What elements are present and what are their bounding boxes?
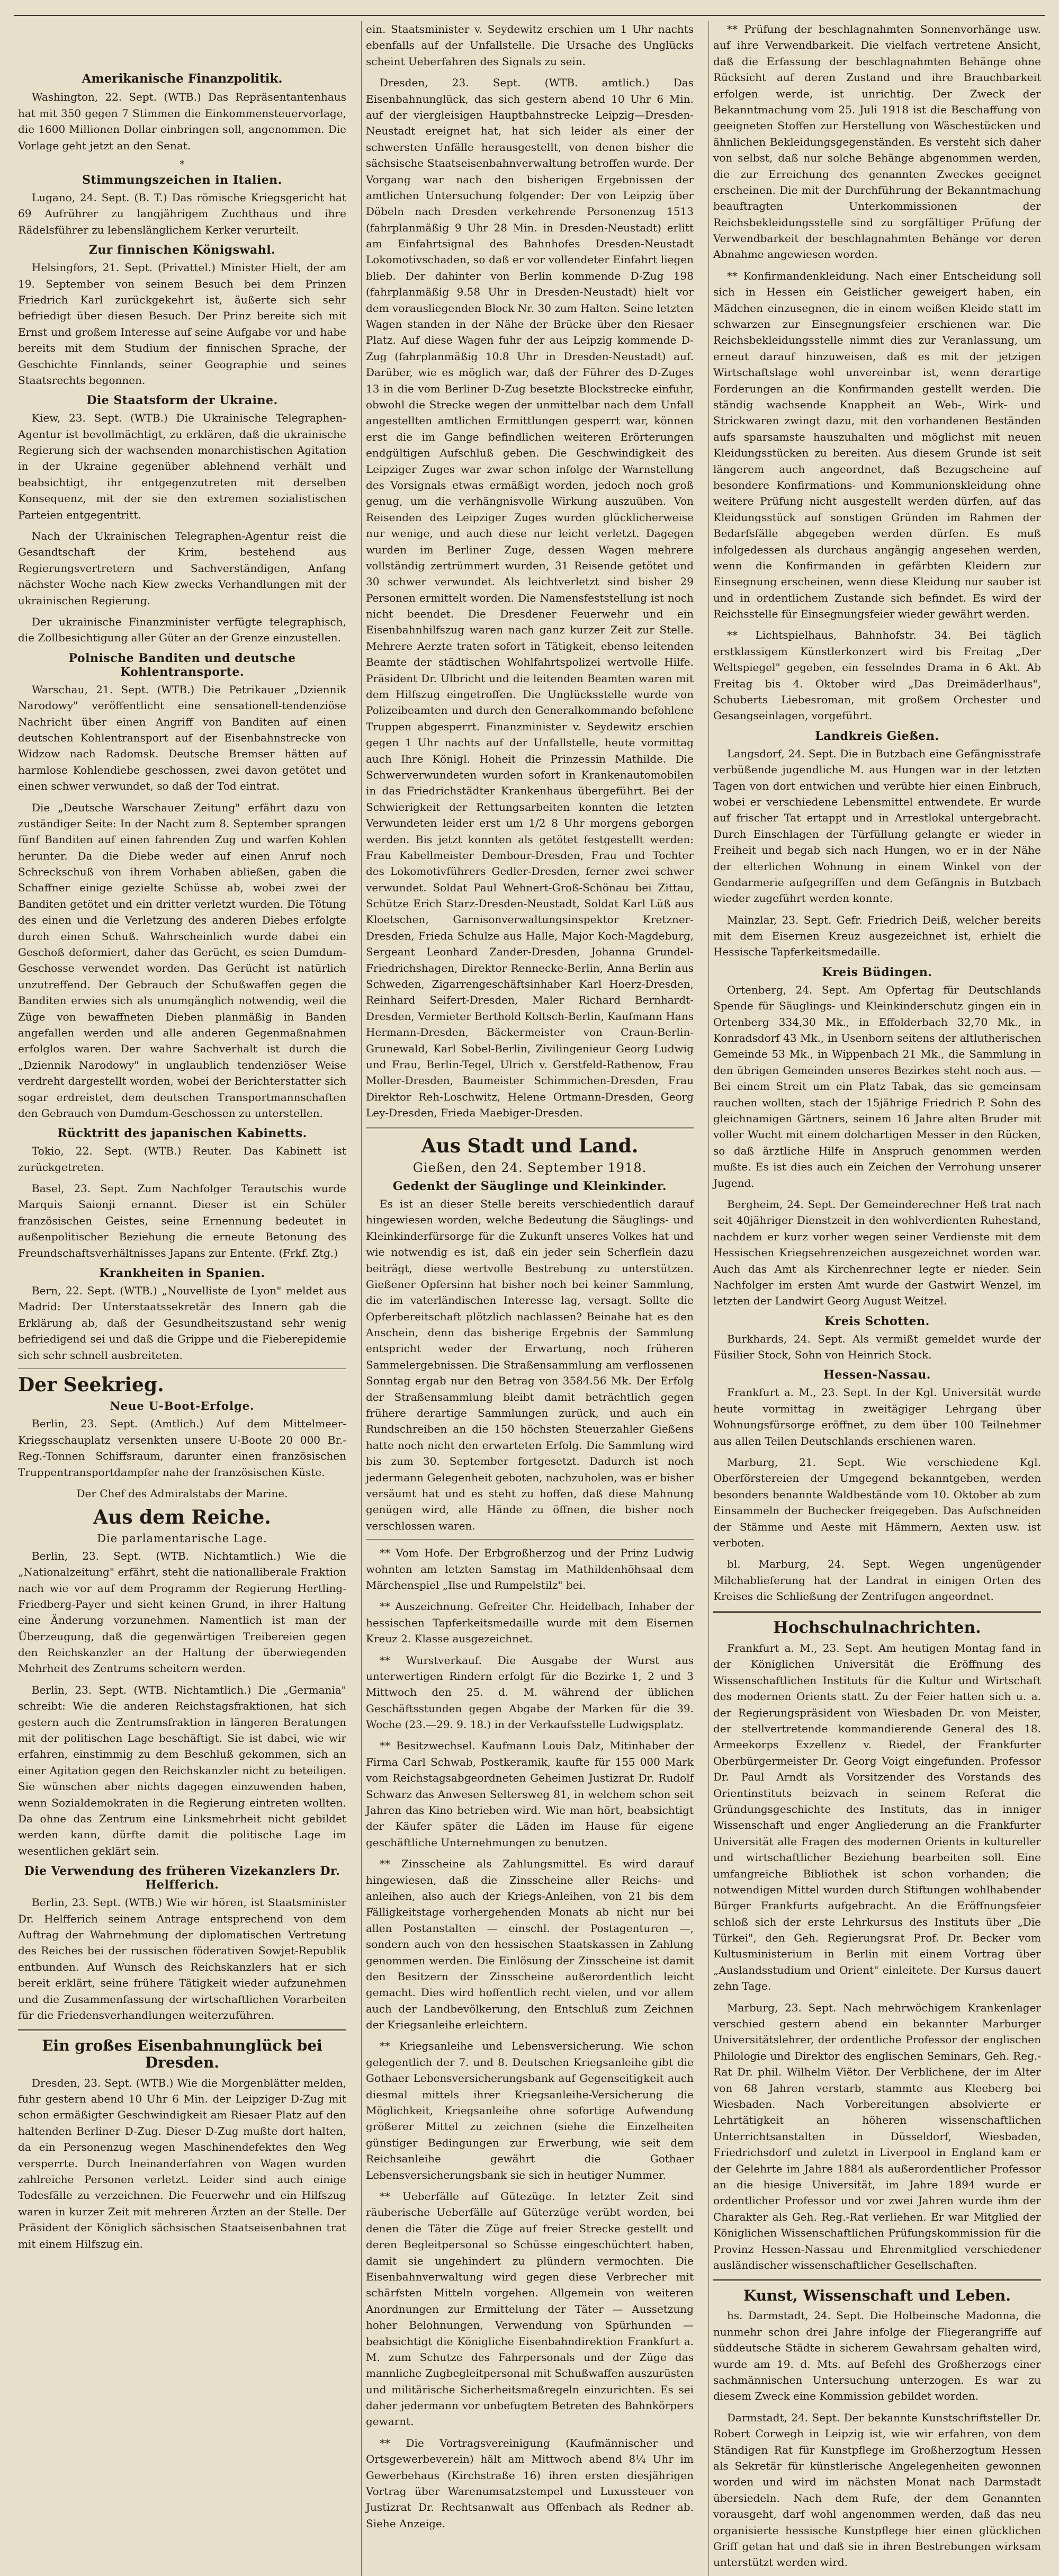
article-text: Ortenberg, 24. Sept. Am Opfertag für Deutschlands Spende für Säuglings- und Kleinkinderschutz gingen ein in Ortenberg 334,30 Mk., in Effolderbach 32,70 Mk., in Konradsdorf 43 Mk., in Usenborn seitens der altlutherischen Gemeinde 53 Mk., in Wippenbach 21 Mk., die Sammlung in den übrigen Gemeinden unseres Bezirkes steht noch aus. — Bei einem Streit um ein Platz Tabak, das sie gemeinsam rauchen wollten, stach der 15jährige Friedrich P. Sohn des gleichnamigen Gärtners, seinem 16 Jahre alten Bruder mit voller Wucht mit einem dolchartigen Messer in den Rücken, so daß ärztliche Hilfe in Anspruch genommen werden mußte. Es ist dies auch ein Zeichen der Verrohung unserer Jugend. xyxy=(713,983,1041,1189)
dateline: Gießen, den 24. September 1918. xyxy=(412,1160,647,1175)
article-text: Berlin, 23. Sept. (WTB. Nichtamtlich.) Wie die „Nationalzeitung" erfährt, steht die nationalliberale Fraktion nach wie vor auf dem Programm der Regierung Hertling-Friedberg-Payer und sieht keinen Grund, in ihrer Haltung eine Änderung vorzunehmen. Namentlich ist man der Überzeugung, daß die gegenwärtigen Treibereien gegen den Reichskanzler an der Haltung der überwiegenden Mehrheit des Zentrums scheitern werden. xyxy=(18,1549,346,1675)
news-note: ** Lichtspielhaus, Bahnhofstr. 34. Bei täglich erstklassigem Künstlerkonzert wird bis Freitag „Der Weltspiegel" gegeben, ein fesselndes Drama in 6 Akt. Ab Freitag bis 4. Oktober wird „Das Dreimäderlhaus", Schuberts Liebesroman, mit großem Orchester und Gesangseinlagen, vorgeführt. xyxy=(713,629,1041,722)
article-text: Frankfurt a. M., 23. Sept. Am heutigen Montag fand in der Königlichen Universität die Eröffnung des Wissenschaftlichen Instituts für die Kultur und Wirtschaft des modernen Orients statt. Zu der Feier hatten sich u. a. der Regierungspräsident von Wiesbaden Dr. von Meister, der stellvertretende kommandierende General des 18. Armeekorps Exzellenz v. Riedel, der Frankfurter Oberbürgermeister Dr. Georg Voigt eingefunden. Professor Dr. Paul Arndt als Vorsitzender des Vorstands des Orientinstituts beizvach in seinem Referat die Gründungsgeschichte des Instituts, das in inniger Wissenschaft und enger Angliederung an die Frankfurter Universität alle Fragen des modernen Orients in kultureller und wirtschaftlicher Beziehung bearbeiten soll. Eine umfangreiche Bibliothek ist schon vorhanden; die notwendigen Mittel wurden durch Stiftungen wohlhabender Bürger Frankfurts aufgebracht. An die Eröffnungsfeier schloß sich der erste Lehrkursus des Instituts über „Die Türkei", den Geh. Regierungsrat Prof. Dr. Becker vom Kultusministerium in Berlin mit einem Vortrag über „Auslandsstudium und Orient" einleitete. Der Kursus dauert zehn Tage. xyxy=(713,1642,1041,1993)
article-text: Lugano, 24. Sept. (B. T.) Das römische Kriegsgericht hat 69 Aufrührer zu langjährigem Zuchthaus und ihre Rädelsführer zu lebenslänglichem Kerker verurteilt. xyxy=(18,191,346,236)
article-title: Die Staatsform der Ukraine. xyxy=(86,393,278,408)
column-3 xyxy=(708,21,1045,2576)
columns xyxy=(14,21,1045,2569)
article-signature: Der Chef des Admiralstabs der Marine. xyxy=(76,1487,288,1500)
article-title: Krankheiten in Spanien. xyxy=(99,1266,265,1281)
article-text: Bergheim, 24. Sept. Der Gemeinderechner Heß trat nach seit 40jähriger Dienstzeit in den wohlverdienten Ruhestand, nachdem er kurz vorher wegen seiner Verdienste mit dem Hessischen Kriegsehrenzeichen ausgezeichnet worden war. Auch das Amt als Kirchenrechner legte er nieder. Sein Nachfolger im ersten Amt wurde der Gastwirt Wenzel, im letzten der Landwirt Georg August Weitzel. xyxy=(713,1197,1041,1308)
news-note: ** Die Vortragsvereinigung (Kaufmännischer und Ortsgewerbeverein) hält am Mittwoch abend 8¼ Uhr im Gewerbehaus (Kirchstraße 16) ihren ersten diesjährigen Vortrag über Warenumsatzstempel und Luxussteuer von Justizrat Dr. Rechtsanwalt aus Offenbach als Redner ab. Siehe Anzeige. xyxy=(366,2436,694,2530)
article-text: Kiew, 23. Sept. (WTB.) Die Ukrainische Telegraphen-Agentur ist bevollmächtigt, zu erklären, daß die ukrainische Regierung sich der wachsenden monarchistischen Agitation in der Ukraine gegenüber ablehnend verhält und beabsichtigt, ihr entgegenzutreten mit derselben Konsequenz, mit der sie den extremen sozialistischen Parteien entgegentritt. xyxy=(18,412,346,521)
article-text: Nach der Ukrainischen Telegraphen-Agentur reist die Gesandtschaft der Krim, bestehend aus Regierungsvertretern und Sachverständigen, Anfang nächster Woche nach Kiew zwecks Verhandlungen mit der ukrainischen Regierung. xyxy=(18,530,346,607)
article-text: bl. Marburg, 24. Sept. Wegen ungenügender Milchablieferung hat der Landrat in einigen Orten des Kreises die Schließung der Zentrifugen angeordnet. xyxy=(713,1558,1041,1603)
section-title-kunst: Kunst, Wissenschaft und Leben. xyxy=(743,2287,1011,2305)
news-note: ** Konfirmandenkleidung. Nach einer Entscheidung soll sich in Hessen ein Geistlicher geweigert haben, ein Mädchen einzusegnen, die in einem weißen Kleide statt im schwarzen zur Einsegnungsfeier erschienen war. Die Reichsbekleidungsstelle nimmt dies zur Veranlassung, um erneut darauf hinzuweisen, daß es mit der jetzigen Wirtschaftslage wohl unvereinbar ist, wenn derartige Forderungen an die Konfirmanden gestellt werden. Die ständig wachsende Knappheit an Web-, Wirk- und Strickwaren zwingt dazu, mit den vorhandenen Beständen aufs sparsamste hauszuhalten und möglichst mit neuen Kleidungsstücken zu bereiten. Aus diesem Grunde ist seit längerem auch angeordnet, daß Bezugscheine auf besondere Konfirmations- und Kommunionskleidung ohne weitere Prüfung nicht ausgestellt werden dürfen, auf das Kleidungsstück auf sonstigen Gründen im Rahmen der Bedarfsfälle abgegeben werden dürfen. Es muß infolgedessen als durchaus angängig angesehen werden, wenn die Konfirmanden in gefärbten Kleidern zur Einsegnung erscheinen, wenn diese Kleidung nur sauber ist und in ordentlichem Zustande sich befindet. Es wird der Reichsstelle für Einsegnungsfeier wieder gewährt werden. xyxy=(713,269,1041,621)
article-title: Polnische Banditen und deutsche Kohlentransporte. xyxy=(68,651,296,679)
news-note: ** Prüfung der beschlagnahmten Sonnenvorhänge usw. auf ihre Verwendbarkeit. Die vielfach vertretene Ansicht, daß die Erfassung der beschlagnahmten Behänge ohne Rücksicht auf deren Zustand und ihre Brauchbarkeit erfolgen werde, ist unrichtig. Der Zweck der Bekanntmachung vom 25. Juli 1918 ist die Beschaffung von geeigneten Stoffen zur Herstellung von Wäschestücken und ähnlichen Bekleidungsgegenständen. Es versteht sich daher von selbst, daß nur solche Behänge abgenommen werden, die zur Erreichung des genannten Zweckes geeignet erscheinen. Die mit der Durchführung der Bekanntmachung beauftragten Unterkommissionen der Reichsbekleidungsstelle sind zu sorgfältiger Prüfung der Verwendbarkeit der beschlagnahmten Behänge vor deren Abnahme angewiesen worden. xyxy=(713,23,1041,261)
article-text: Tokio, 22. Sept. (WTB.) Reuter. Das Kabinett ist zurückgetreten. xyxy=(18,1144,346,1174)
article-title: Zur finnischen Königswahl. xyxy=(88,243,276,257)
article-text: Burkhards, 24. Sept. Als vermißt gemeldet wurde der Füsilier Stock, Sohn von Heinrich Stock. xyxy=(713,1332,1041,1362)
article-text: Berlin, 23. Sept. (Amtlich.) Auf dem Mittelmeer-Kriegsschauplatz versenkten unsere U-Boote 20 000 Br.-Reg.-Tonnen Schiffsraum, darunter einen französischen Truppentransportdampfer nahe der französischen Küste. xyxy=(18,1417,346,1479)
section-subtitle: Neue U-Boot-Erfolge. xyxy=(110,1399,255,1413)
article-text: Bern, 22. Sept. (WTB.) „Nouvelliste de Lyon" meldet aus Madrid: Der Unterstaatssekretär des Innern gab die Erklärung ab, daß der Gesundheitszustand sehr wenig befriedigend sei und daß die Grippe und die Fieberepidemie sich sehr schnell ausbreiteten. xyxy=(18,1284,346,1362)
divider xyxy=(713,1611,1041,1613)
article-text: Es ist an dieser Stelle bereits verschiedentlich darauf hingewiesen worden, welche Bedeutung die Säuglings- und Kleinkinderfürsorge für die Zukunft unseres Volkes hat und wie notwendig es ist, daß ein jeder sein Scherflein dazu beiträgt, diese wertvolle Bestrebung zu unterstützen. Gießener Opfersinn hat bisher noch bei keiner Sammlung, die im vaterländischen Interesse lag, versagt. Sollte die Opferbereitschaft plötzlich nachlassen? Beinahe hat es den Anschein, denn das bisherige Ergebnis der Sammlung entspricht weder der Erwartung, noch früheren Sammelergebnissen. Die Straßensammlung am verflossenen Sonntag ergab nur den Betrag von 3584.56 Mk. Der Erfolg der Straßensammlung bleibt damit beträchtlich gegen frühere derartige Sammlungen zurück, und auch ein Rundschreiben an die 150 höchsten Steuerzahler Gießens hatte noch nicht den erwarteten Erfolg. Die Sammlung wird bis zum 30. September fortgesetzt. Dadurch ist noch jedermann Gelegenheit geboten, nachzuholen, was er bisher versäumt hat und es steht zu hoffen, daß diese Mahnung genügen wird, alle Hände zu öffnen, die bisher noch verschlossen waren. xyxy=(366,1197,694,1532)
article-text: hs. Darmstadt, 24. Sept. Die Holbeinsche Madonna, die nunmehr schon drei Jahre infolge der Fliegerangriffe auf süddeutsche Städte in sicherem Gewahrsam gehalten wird, wurde am 19. d. Mts. auf Befehl des Großherzogs einer sachmännischen Untersuchung unterzogen. Es war zu diesem Zweck eine Kommission gebildet worden. xyxy=(713,2309,1041,2403)
article-text: Washington, 22. Sept. (WTB.) Das Repräsentantenhaus hat mit 350 gegen 7 Stimmen die Einkommensteuervorlage, die 1600 Millionen Dollar einbringen soll, angenommen. Die Vorlage geht jetzt an den Senat. xyxy=(18,91,346,152)
divider xyxy=(366,1539,694,1540)
article-text: Der ukrainische Finanzminister verfügte telegraphisch, die Zollbesichtigung aller Güter an der Grenze einzustellen. xyxy=(18,615,346,645)
article-text: Warschau, 21. Sept. (WTB.) Die Petrikauer „Dziennik Narodowy" veröffentlicht eine sensationell-tendenziöse Nachricht über einen Angriff von Banditen auf einen deutschen Kohlentransport auf der Eisenbahnstrecke von Widzow nach Radomsk. Deutsche Bremser hätten auf harmlose Kohlendiebe geschossen, zwei davon getötet und einen schwer verwundet, so daß der Tod eintrat. xyxy=(18,683,346,793)
region-title: Kreis Schotten. xyxy=(824,1314,930,1328)
article-text: ein. Staatsminister v. Seydewitz erschien um 1 Uhr nachts ebenfalls auf der Unfallstelle. Die Ursache des Unglücks scheint Ueberfahren des Signals zu sein. xyxy=(366,23,694,68)
section-title-stadt: Aus Stadt und Land. xyxy=(421,1134,639,1157)
news-note: ** Wurstverkauf. Die Ausgabe der Wurst aus unterwertigen Rindern erfolgt für die Bezirke 1, 2 und 3 Mittwoch den 25. d. M. während der üblichen Geschäftsstunden gegen Abgabe der Marken für die 39. Woche (23.—29. 9. 18.) in der Verkaufsstelle Ludwigsplatz. xyxy=(366,1653,694,1731)
region-title: Hessen-Nassau. xyxy=(823,1368,931,1382)
article-text: Berlin, 23. Sept. (WTB. Nichtamtlich.) Die „Germania" schreibt: Wie die anderen Reichstagsfraktionen, hat sich gestern auch die Zentrumsfraktion in längeren Beratungen mit der politischen Lage beschäftigt. Sie ist dabei, wie wir erfahren, einstimmig zu dem Beschluß gekommen, sich an einer Agitation gegen den Reichskanzler nicht zu beteiligen. Sie wünschen aber nichts dagegen einzuwenden haben, wenn Sozialdemokraten in die Regierung eintreten wollten. Da ohne das Zentrum eine Linksmehrheit nicht gebildet werden kann, dürfte damit die politische Lage im wesentlichen geklärt sein. xyxy=(18,1683,346,1857)
section-title-hochschul: Hochschulnachrichten. xyxy=(773,1618,981,1637)
article-title: Die Verwendung des früheren Vizekanzlers Dr. Helfferich. xyxy=(24,1864,340,1892)
article-title: Gedenkt der Säuglinge und Kleinkinder. xyxy=(392,1179,667,1193)
article-text: Marburg, 23. Sept. Nach mehrwöchigem Krankenlager verschied gestern abend ein bekannter Marburger Universitätslehrer, der ordentliche Professor der englischen Philologie und Direktor des englischen Seminars, Geh. Reg.-Rat Dr. phil. Wilhelm Viëtor. Der Verblichene, der im Alter von 68 Jahren verstarb, stammte aus Kleeberg bei Wiesbaden. Nach Vorbereitungen absolvierte er Lehrtätigkeit an höheren wissenschaftlichen Unterrichtsanstalten in Düsseldorf, Wiesbaden, Friedrichsdorf und zuletzt in Liverpool in England kam er der Gelehrte im Jahre 1884 als außerordentlicher Professor an die hiesige Universität, im Jahre 1894 wurde er ordentlicher Professor und vor zwei Jahren wurde ihm der Charakter als Geh. Reg.-Rat verliehen. Er war Mitglied der Königlichen Wissenschaftlichen Prüfungskommission für die Provinz Hessen-Nassau und Ehrenmitglied verschiedener ausländischer wissenschaftlicher Gesellschaften. xyxy=(713,2001,1041,2271)
separator-star: * xyxy=(180,159,185,170)
news-note: ** Vom Hofe. Der Erbgroßherzog und der Prinz Ludwig wohnten am letzten Samstag im Mathildenhöhsaal dem Märchenspiel „Ilse und Rumpelstilz" bei. xyxy=(366,1546,694,1591)
divider xyxy=(18,2029,346,2031)
article-text: Dresden, 23. Sept. (WTB.) Wie die Morgenblätter melden, fuhr gestern abend 10 Uhr 6 Min. der Leipziger D-Zug mit schon ermäßigter Geschwindigkeit am Riesaer Platz auf den haltenden Berliner D-Zug. Dieser D-Zug mußte dort halten, da ein Personenzug wegen Maschinendefektes den Weg versperrte. Durch Ineinanderfahren von Wagen wurden zahlreiche Personen verletzt. Leider sind auch einige Todesfälle zu verzeichnen. Die Feuerwehr und ein Hilfszug waren in kurzer Zeit mit mehreren Ärzten an der Stelle. Der Präsident der Königlich sächsischen Staatseisenbahnen trat mit einem Hilfszug ein. xyxy=(18,2076,346,2250)
section-title-seekrieg: Der Seekrieg. xyxy=(18,1374,164,1396)
top-rule xyxy=(14,15,1045,16)
news-note: ** Ueberfälle auf Gütezüge. In letzter Zeit sind räuberische Ueberfälle auf Güterzüge verübt worden, bei denen die Täter die Züge auf freier Strecke gestellt und deren Begleitpersonal so Schüsse eingeschüchtert haben, damit sie ungehindert zu plündern vermochten. Die Eisenbahnverwaltung wird gegen diese Verbrecher mit schärfsten Mitteln vorgehen. Allgemein von weiteren Anordnungen zur Ermittelung der Täter — Aussetzung hoher Belohnungen, Verwendung von Spürhunden — beabsichtigt die Königliche Eisenbahndirektion Frankfurt a. M. zum Schutze des Fahrpersonals und der Züge das mannliche Zugbegleitpersonal mit Schußwaffen auszurüsten und militärische Sicherheitsmaßregeln einzurichten. Es sei daher jedermann vor unbefugtem Betreten des Bahnkörpers gewarnt. xyxy=(366,2190,694,2428)
news-note: ** Zinsscheine als Zahlungsmittel. Es wird darauf hingewiesen, daß die Zinsscheine aller Reichs- und anleihen, also auch der Kriegs-Anleihen, von 21 bis dem Fälligkeitstage vorhergehenden Monats ab nicht nur bei allen Postanstalten — einschl. der Postagenturen —, sondern auch von den hessischen Staatskassen in Zahlung genommen werden. Die Einlösung der Zinsscheine ist damit den Besitzern der Zinsscheine außerordentlich leicht gemacht. Dies wird hoffentlich recht vielen, und vor allem auch der Landbevölkerung, den Entschluß zum Zeichnen der Kriegsanleihe erleichtern. xyxy=(366,1857,694,2032)
article-text: Helsingfors, 21. Sept. (Privattel.) Minister Hielt, der am 19. September von seinem Besuch bei dem Prinzen Friedrich Karl zurückgekehrt ist, äußerte sich sehr befriedigt über diesen Besuch. Der Prinz bereite sich mit Ernst und großem Interesse auf seine Aufgabe vor und habe bereits mit dem Studium der finnischen Sprache, der Geschichte Finnlands, seiner Geographie und seines Staatsrechts begonnen. xyxy=(18,261,346,387)
region-title: Kreis Büdingen. xyxy=(822,965,932,979)
article-title: Rücktritt des japanischen Kabinetts. xyxy=(57,1126,307,1141)
divider xyxy=(18,1368,346,1369)
article-text: Frankfurt a. M., 23. Sept. In der Kgl. Universität wurde heute vormittag in zweitägiger Lehrgang über Wohnungsfürsorge eröffnet, zu dem über 100 Teilnehmer aus allen Teilen Deutschlands erschienen waren. xyxy=(713,1386,1041,1447)
divider xyxy=(366,1128,694,1129)
article-text: Langsdorf, 24. Sept. Die in Butzbach eine Gefängnisstrafe verbüßende jugendliche M. aus Hungen war in der letzten Tagen von dort entwichen und verübte hier einen Einbruch, wobei er verschiedene Lebensmittel entwendete. Er wurde auf frischer Tat ertappt und in Arrestlokal untergebracht. Durch Einschlagen der Türfüllung gelangte er wieder in Freiheit und begab sich nach Hungen, wo er in der Nähe der elterlichen Wohnung in einem Winkel von der Gendarmerie aufgegriffen und dem Gefängnis in Butzbach wieder zugeführt werden konnte. xyxy=(713,747,1041,905)
article-title: Amerikanische Finanzpolitik. xyxy=(82,71,283,86)
column-2 xyxy=(361,21,698,2576)
article-text: Berlin, 23. Sept. (WTB.) Wie wir hören, ist Staatsminister Dr. Helfferich seinem Antrage entsprechend von dem Auftrag der Wahrnehmung der diplomatischen Vertretung des Reiches bei der russischen föderativen Sowjet-Republik entbunden. Auf Wunsch des Reichskanzlers hat er sich bereit erklärt, seine frühere Tätigkeit wieder aufzunehmen und die Zusammenfassung der wirtschaftlichen Vorarbeiten für die Friedensverhandlungen weiterzuführen. xyxy=(18,1896,346,2022)
article-text: Mainzlar, 23. Sept. Gefr. Friedrich Deiß, welcher bereits mit dem Eisernen Kreuz ausgezeichnet ist, erhielt die Hessische Tapferkeitsmedaille. xyxy=(713,913,1041,959)
divider xyxy=(713,2279,1041,2281)
section-subtitle: Die parlamentarische Lage. xyxy=(97,1532,267,1545)
article-title: Stimmungszeichen in Italien. xyxy=(82,173,282,187)
section-title-unglueck: Ein großes Eisenbahnunglück bei Dresden. xyxy=(42,2037,322,2072)
column-1 xyxy=(14,21,351,2576)
article-text: Basel, 23. Sept. Zum Nachfolger Terautschis wurde Marquis Saionji ernannt. Dieser ist ein Schüler französischen Geistes, seine Ernennung bedeutet in außenpolitischer Beziehung die erneute Betonung des Freundschaftsverhältnisses Japans zur Entente. (Frkf. Ztg.) xyxy=(18,1182,346,1259)
article-text: Die „Deutsche Warschauer Zeitung" erfährt dazu von zuständiger Seite: In der Nacht zum 8. September sprangen fünf Banditen auf einen fahrenden Zug und warfen Kohlen herunter. Da die Diebe weder auf einen Anruf noch Schreckschuß von ihrem Vorhaben abließen, gaben die Schaffner einige gezielte Schüsse ab, wobei zwei der Banditen getötet und ein dritter verletzt wurden. Die Tötung des einen und die Verletzung des anderen Diebes erfolgte durch einen Schuß. Wahrscheinlich wurde dabei ein Geschoß deformiert, daher das Gerücht, es seien Dumdum-Geschosse verwendet worden. Das Gerücht ist natürlich unzutreffend. Der Gebrauch der Schußwaffen gegen die Banditen erwies sich als unumgänglich notwendig, weil die Züge von bewaffneten Dieben planmäßig in Banden angefallen werden und alle anderen Gegenmaßnahmen erfolglos waren. Der wahre Sachverhalt ist durch die „Dziennik Narodowy" in unglaublich tendenziöser Weise verdreht dargestellt worden, wobei der Berichterstatter sich sogar erdreistet, dem deutschen Transportmannschaften den Gebrauch von Dumdum-Geschossen zu unterstellen. xyxy=(18,801,346,1120)
region-title: Landkreis Gießen. xyxy=(815,729,939,743)
article-text: Darmstadt, 24. Sept. Der bekannte Kunstschriftsteller Dr. Robert Corwegh in Leipzig ist, wie wir erfahren, von dem Ständigen Rat für Kunstpflege im Großherzogtum Hessen als Sekretär für künstlerische Angelegenheiten gewonnen worden und wird im nächsten Monat nach Darmstadt übersiedeln. Nach dem Rufe, der dem Genannten vorausgeht, darf wohl angenommen werden, daß das neu organisierte hessische Kunstpflege hier einen glücklichen Griff getan hat und daß sie in ihren Bestrebungen wirksam unterstützt werden wird. xyxy=(713,2411,1041,2569)
section-title-reiche: Aus dem Reiche. xyxy=(93,1506,271,1529)
news-note: ** Besitzwechsel. Kaufmann Louis Dalz, Mitinhaber der Firma Carl Schwab, Postkeramik, kaufte für 155 000 Mark vom Reichstagsabgeordneten Geheimen Justizrat Dr. Rudolf Schwarz das Anwesen Seltersweg 81, in welchem schon seit Jahren das Kino betrieben wird. Wie man hört, beabsichtigt der Käufer später die Läden im Hause für eigene geschäftliche Unternehmungen zu benutzen. xyxy=(366,1739,694,1849)
article-text: Dresden, 23. Sept. (WTB. amtlich.) Das Eisenbahnunglück, das sich gestern abend 10 Uhr 6 Min. auf der viergleisigen Hauptbahnstrecke Leipzig—Dresden-Neustadt ereignet hat, hat sich leider als einer der schwersten Unfälle herausgestellt, von denen bisher die sächsische Staatseisenbahnverwaltung betroffen wurde. Der Vorgang war nach den bisherigen Ergebnissen der amtlichen Untersuchung folgender: Der von Leipzig über Döbeln nach Dresden verkehrende Personenzug 1513 (fahrplanmäßig 9 Uhr 28 Min. in Dresden-Neustadt) erlitt am Einfahrtsignal des Bahnhofes Dresden-Neustadt Lokomotivschaden, so daß er vor vollendeter Einfahrt liegen blieb. Der dahinter von Berlin kommende D-Zug 198 (fahrplanmäßig 9.58 Uhr in Dresden-Neustadt) hielt vor dem vorausliegenden Block Nr. 30 zum Halten. Seine letzten Wagen standen in der Nähe der Brücke über den Riesaer Platz. Auf diese Wagen fuhr der aus Leipzig kommende D-Zug (fahrplanmäßig 10.8 Uhr in Dresden-Neustadt) auf. Darüber, wie es möglich war, daß der Führer des D-Zuges 13 in die vom Berliner D-Zug besetzte Blockstrecke einfuhr, obwohl die Strecke wegen der unmittelbar nach dem Unfall angestellten amtlichen Ermittlungen gesperrt war, können erst die im Gange befindlichen weiteren Erörterungen endgültigen Aufschluß geben. Die Geschwindigkeit des Leipziger Zuges war zwar schon infolge der Warnstellung des Vorsignals etwas ermäßigt worden, jedoch noch groß genug, um die verhängnisvolle Wirkung auszuüben. Von Reisenden des Leipziger Zuges wurden glücklicherweise nur wenige, und auch diese nur leicht verletzt. Dagegen wurden im Berliner Zuge, dessen Wagen mehrere vollständig zertrümmert wurden, 31 Reisende getötet und 30 schwer verwundet. Als leichtverletzt sind bisher 29 Personen ermittelt worden. Die Namensfeststellung ist noch nicht beendet. Die Dresdener Feuerwehr und ein Eisenbahnhilfszug waren nach ganz kurzer Zeit zur Stelle. Mehrere Aerzte traten sofort in Tätigkeit, ebenso leitenden Beamte der städtischen Wohlfahrtspolizei wertvolle Hilfe. Präsident Dr. Ulbricht und die leitenden Beamten waren mit dem Hilfszug eingetroffen. Die Unglücksstelle wurde von Polizeibeamten und durch den Generalkommando befohlene Truppen abgesperrt. Finanzminister v. Seydewitz erschien gegen 1 Uhr nachts auf der Unfallstelle, heute vormittag auch Ihre Königl. Hoheit die Prinzessin Mathilde. Die Schwerverwundeten wurden sofort in Krankenautomobilen in das Friedrichstädter Krankenhaus übergeführt. Bei der Schwierigkeit der Rettungsarbeiten konnten die letzten Verwundeten leider erst um 1/2 8 Uhr morgens geborgen werden. Bis jetzt konnten als getötet festgestellt werden: Frau Kabellmeister Dembour-Dresden, Frau und Tochter des Lokomotivführers Gedler-Dresden, ferner zwei schwer verwundet. Soldat Paul Wehnert-Groß-Schönau bei Zittau, Schütze Erich Starz-Dresden-Neustadt, Soldat Karl Lüß aus Kloetschen, Garnisonverwaltungsinspektor Kretzner-Dresden, Frieda Schulze aus Halle, Major Koch-Magdeburg, Sergeant Leonhard Zander-Dresden, Johanna Grundel-Friedrichshagen, Direktor Rennecke-Berlin, Anna Berlin aus Schweden, Zigarrengeschäftsinhaber Karl Hoerz-Dresden, Reinhard Seifert-Dresden, Maler Richard Bernhardt-Dresden, Vermieter Berthold Koltsch-Berlin, Kaufmann Hans Hermann-Dresden, Bäckermeister von Craun-Berlin-Grunewald, Karl Sobel-Berlin, Zivilingenieur Georg Ludwig und Frau, Berlin-Tegel, Ulrich v. Gerstfeld-Rathenow, Frau Moller-Dresden, Baumeister Schimmichen-Dresden, Frau Direktor Reh-Loschwitz, Helene Ortmann-Dresden, Georg Ley-Dresden, Frieda Maebiger-Dresden. xyxy=(366,76,694,1120)
news-note: ** Kriegsanleihe und Lebensversicherung. Wie schon gelegentlich der 7. und 8. Deutschen Kriegsanleihe gibt die Gothaer Lebensversicherungsbank auf Gegenseitigkeit auch diesmal mittels ihrer Kriegsanleihe-Versicherung die Möglichkeit, Kriegsanleihe ohne sofortige Aufwendung größerer Mittel zu zeichnen (siehe die Einzelheiten günstiger Bedingungen zur Erwerbung, wie seit dem Reichsanleihe gewährt die Gothaer Lebensversicherungsbank sie sich in heutiger Nummer. xyxy=(366,2040,694,2181)
article-text: Marburg, 21. Sept. Wie verschiedene Kgl. Oberförstereien der Umgegend bekanntgeben, werden besonders benannte Waldbestände vom 10. Oktober ab zum Einsammeln der Buchecker freigegeben. Das Aufschneiden der Stämme und Aeste mit Hämmern, Aexten usw. ist verboten. xyxy=(713,1456,1041,1549)
news-note: ** Auszeichnung. Gefreiter Chr. Heidelbach, Inhaber der hessischen Tapferkeitsmedaille wurde mit dem Eisernen Kreuz 2. Klasse ausgezeichnet. xyxy=(366,1600,694,1645)
